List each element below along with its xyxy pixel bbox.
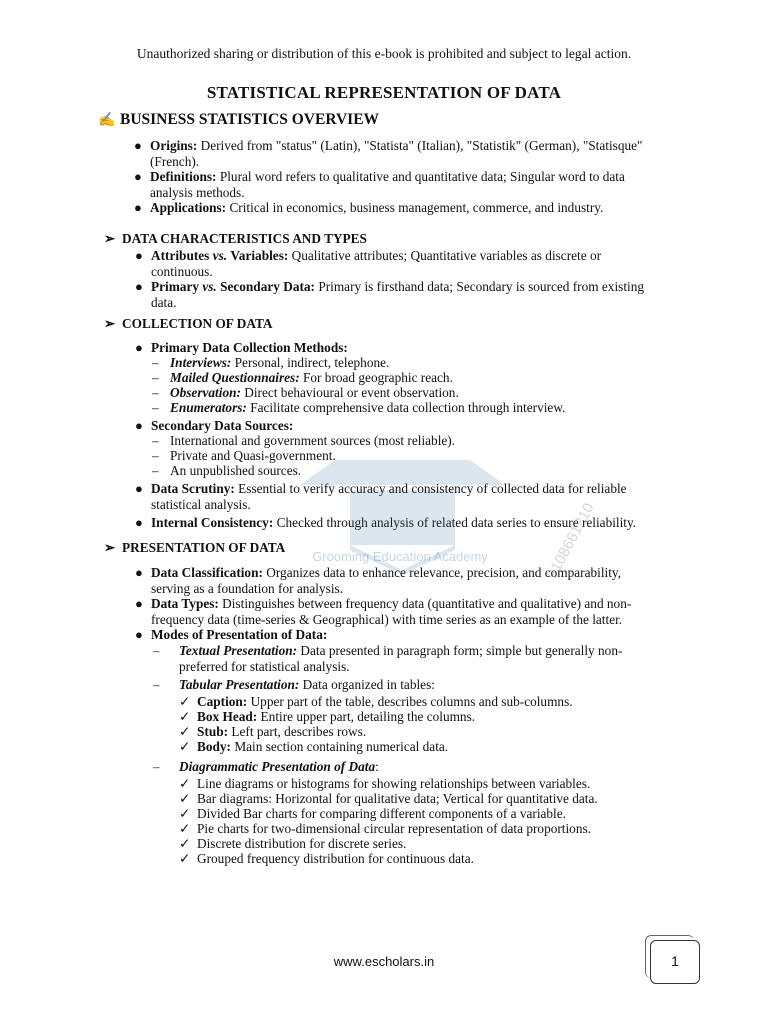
list-item: – Diagrammatic Presentation of Data: (153, 759, 379, 774)
check-icon: ✓ (179, 776, 191, 791)
check-icon: ✓ (179, 791, 191, 806)
bullet-icon: ● (135, 596, 143, 611)
list-item: ✓ Body: Main section containing numerical data. (179, 739, 449, 754)
characteristics-heading: ➢ DATA CHARACTERISTICS AND TYPES (104, 231, 367, 246)
list-item: ✓ Stub: Left part, describes rows. (179, 724, 367, 739)
page-number-box (650, 940, 700, 984)
check-icon: ✓ (179, 836, 191, 851)
arrow-marker-icon: ➢ (104, 316, 116, 331)
list-item: ✓ Caption: Upper part of the table, describes columns and sub-columns. (179, 694, 573, 709)
list-item: ● Primary vs. Secondary Data: Primary is firsthand data; Secondary is sourced from existing data. (135, 279, 645, 310)
bullet-icon: ● (134, 138, 142, 153)
bullet-icon: ● (135, 340, 143, 355)
list-item: – Tabular Presentation: Data organized in tables: (153, 677, 435, 692)
list-item: ● Attributes vs. Variables: Qualitative attributes; Quantitative variables as discrete or continuous. (135, 248, 602, 279)
check-icon: ✓ (179, 694, 191, 709)
check-icon: ✓ (179, 724, 191, 739)
list-item: ✓ Bar diagrams: Horizontal for qualitative data; Vertical for quantitative data. (179, 791, 598, 806)
list-item: – Observation: Direct behavioural or event observation. (152, 385, 459, 400)
check-icon: ✓ (179, 709, 191, 724)
list-item: ● Definitions: Plural word refers to qualitative and quantitative data; Singular word to data analysis methods. (134, 169, 625, 200)
bullet-icon: ● (135, 565, 143, 580)
list-item: – International and government sources (most reliable). (152, 433, 456, 448)
list-item: ● Secondary Data Sources: (135, 418, 294, 433)
check-icon: ✓ (179, 821, 191, 836)
list-item: ● Data Scrutiny: Essential to verify accuracy and consistency of collected data for reliable statistical analysis. (135, 481, 627, 512)
presentation-heading: ➢ PRESENTATION OF DATA (104, 540, 286, 555)
overview-heading: ✍ BUSINESS STATISTICS OVERVIEW (98, 111, 380, 128)
bullet-icon: ● (135, 248, 143, 263)
list-item: ● Data Classification: Organizes data to enhance relevance, precision, and comparability, serving as a foundation for analysis. (135, 565, 622, 596)
list-item: ● Internal Consistency: Checked through analysis of related data series to ensure reliability. (135, 515, 637, 530)
list-item: ● Modes of Presentation of Data: (135, 627, 328, 642)
list-item: – An unpublished sources. (152, 463, 302, 478)
list-item: – Interviews: Personal, indirect, telephone. (152, 355, 390, 370)
check-icon: ✓ (179, 739, 191, 754)
arrow-marker-icon: ➢ (104, 540, 116, 555)
bullet-icon: ● (135, 418, 143, 433)
list-item: – Enumerators: Facilitate comprehensive data collection through interview. (152, 400, 566, 415)
footer-url: www.escholars.in (333, 954, 435, 969)
list-item: ● Applications: Critical in economics, business management, commerce, and industry. (134, 200, 604, 215)
list-item: – Private and Quasi-government. (152, 448, 336, 463)
list-item: ✓ Pie charts for two-dimensional circular representation of data proportions. (179, 821, 591, 836)
list-item: ● Origins: Derived from "status" (Latin), "Statista" (Italian), "Statistik" (German), "Statisque" (French). (134, 138, 643, 169)
bullet-icon: ● (135, 279, 143, 294)
bullet-icon: ● (134, 200, 142, 215)
page-title: STATISTICAL REPRESENTATION OF DATA (206, 83, 562, 102)
list-item: ✓ Divided Bar charts for comparing different components of a variable. (179, 806, 566, 821)
list-item: ✓ Grouped frequency distribution for continuous data. (179, 851, 474, 866)
check-icon: ✓ (179, 806, 191, 821)
bullet-icon: ● (135, 515, 143, 530)
watermark-phone-text: 9108661210 (543, 500, 598, 582)
disclaimer-notice: Unauthorized sharing or distribution of this e-book is prohibited and subject to legal action. (136, 46, 632, 61)
collection-heading: ➢ COLLECTION OF DATA (104, 316, 273, 331)
list-item: ● Data Types: Distinguishes between frequency data (quantitative and qualitative) and non- frequency data (time-series & Geographical) with time series as an example of the latter. (135, 596, 632, 627)
bullet-icon: ● (135, 627, 143, 642)
pen-icon: ✍ (98, 113, 116, 128)
list-item: ✓ Line diagrams or histograms for showing relationships between variables. (179, 776, 591, 791)
bullet-icon: ● (134, 169, 142, 184)
check-icon: ✓ (179, 851, 191, 866)
watermark-academy-text: Grooming Education Academy (312, 549, 488, 564)
list-item: – Textual Presentation: Data presented in paragraph form; simple but generally non- preferred for statistical analysis. (153, 643, 623, 674)
page-number: 1 (671, 953, 679, 969)
list-item: ✓ Box Head: Entire upper part, detailing the columns. (179, 709, 476, 724)
list-item: ✓ Discrete distribution for discrete series. (179, 836, 407, 851)
arrow-marker-icon: ➢ (104, 231, 116, 246)
bullet-icon: ● (135, 481, 143, 496)
list-item: – Mailed Questionnaires: For broad geographic reach. (152, 370, 453, 385)
list-item: ● Primary Data Collection Methods: (135, 340, 348, 355)
